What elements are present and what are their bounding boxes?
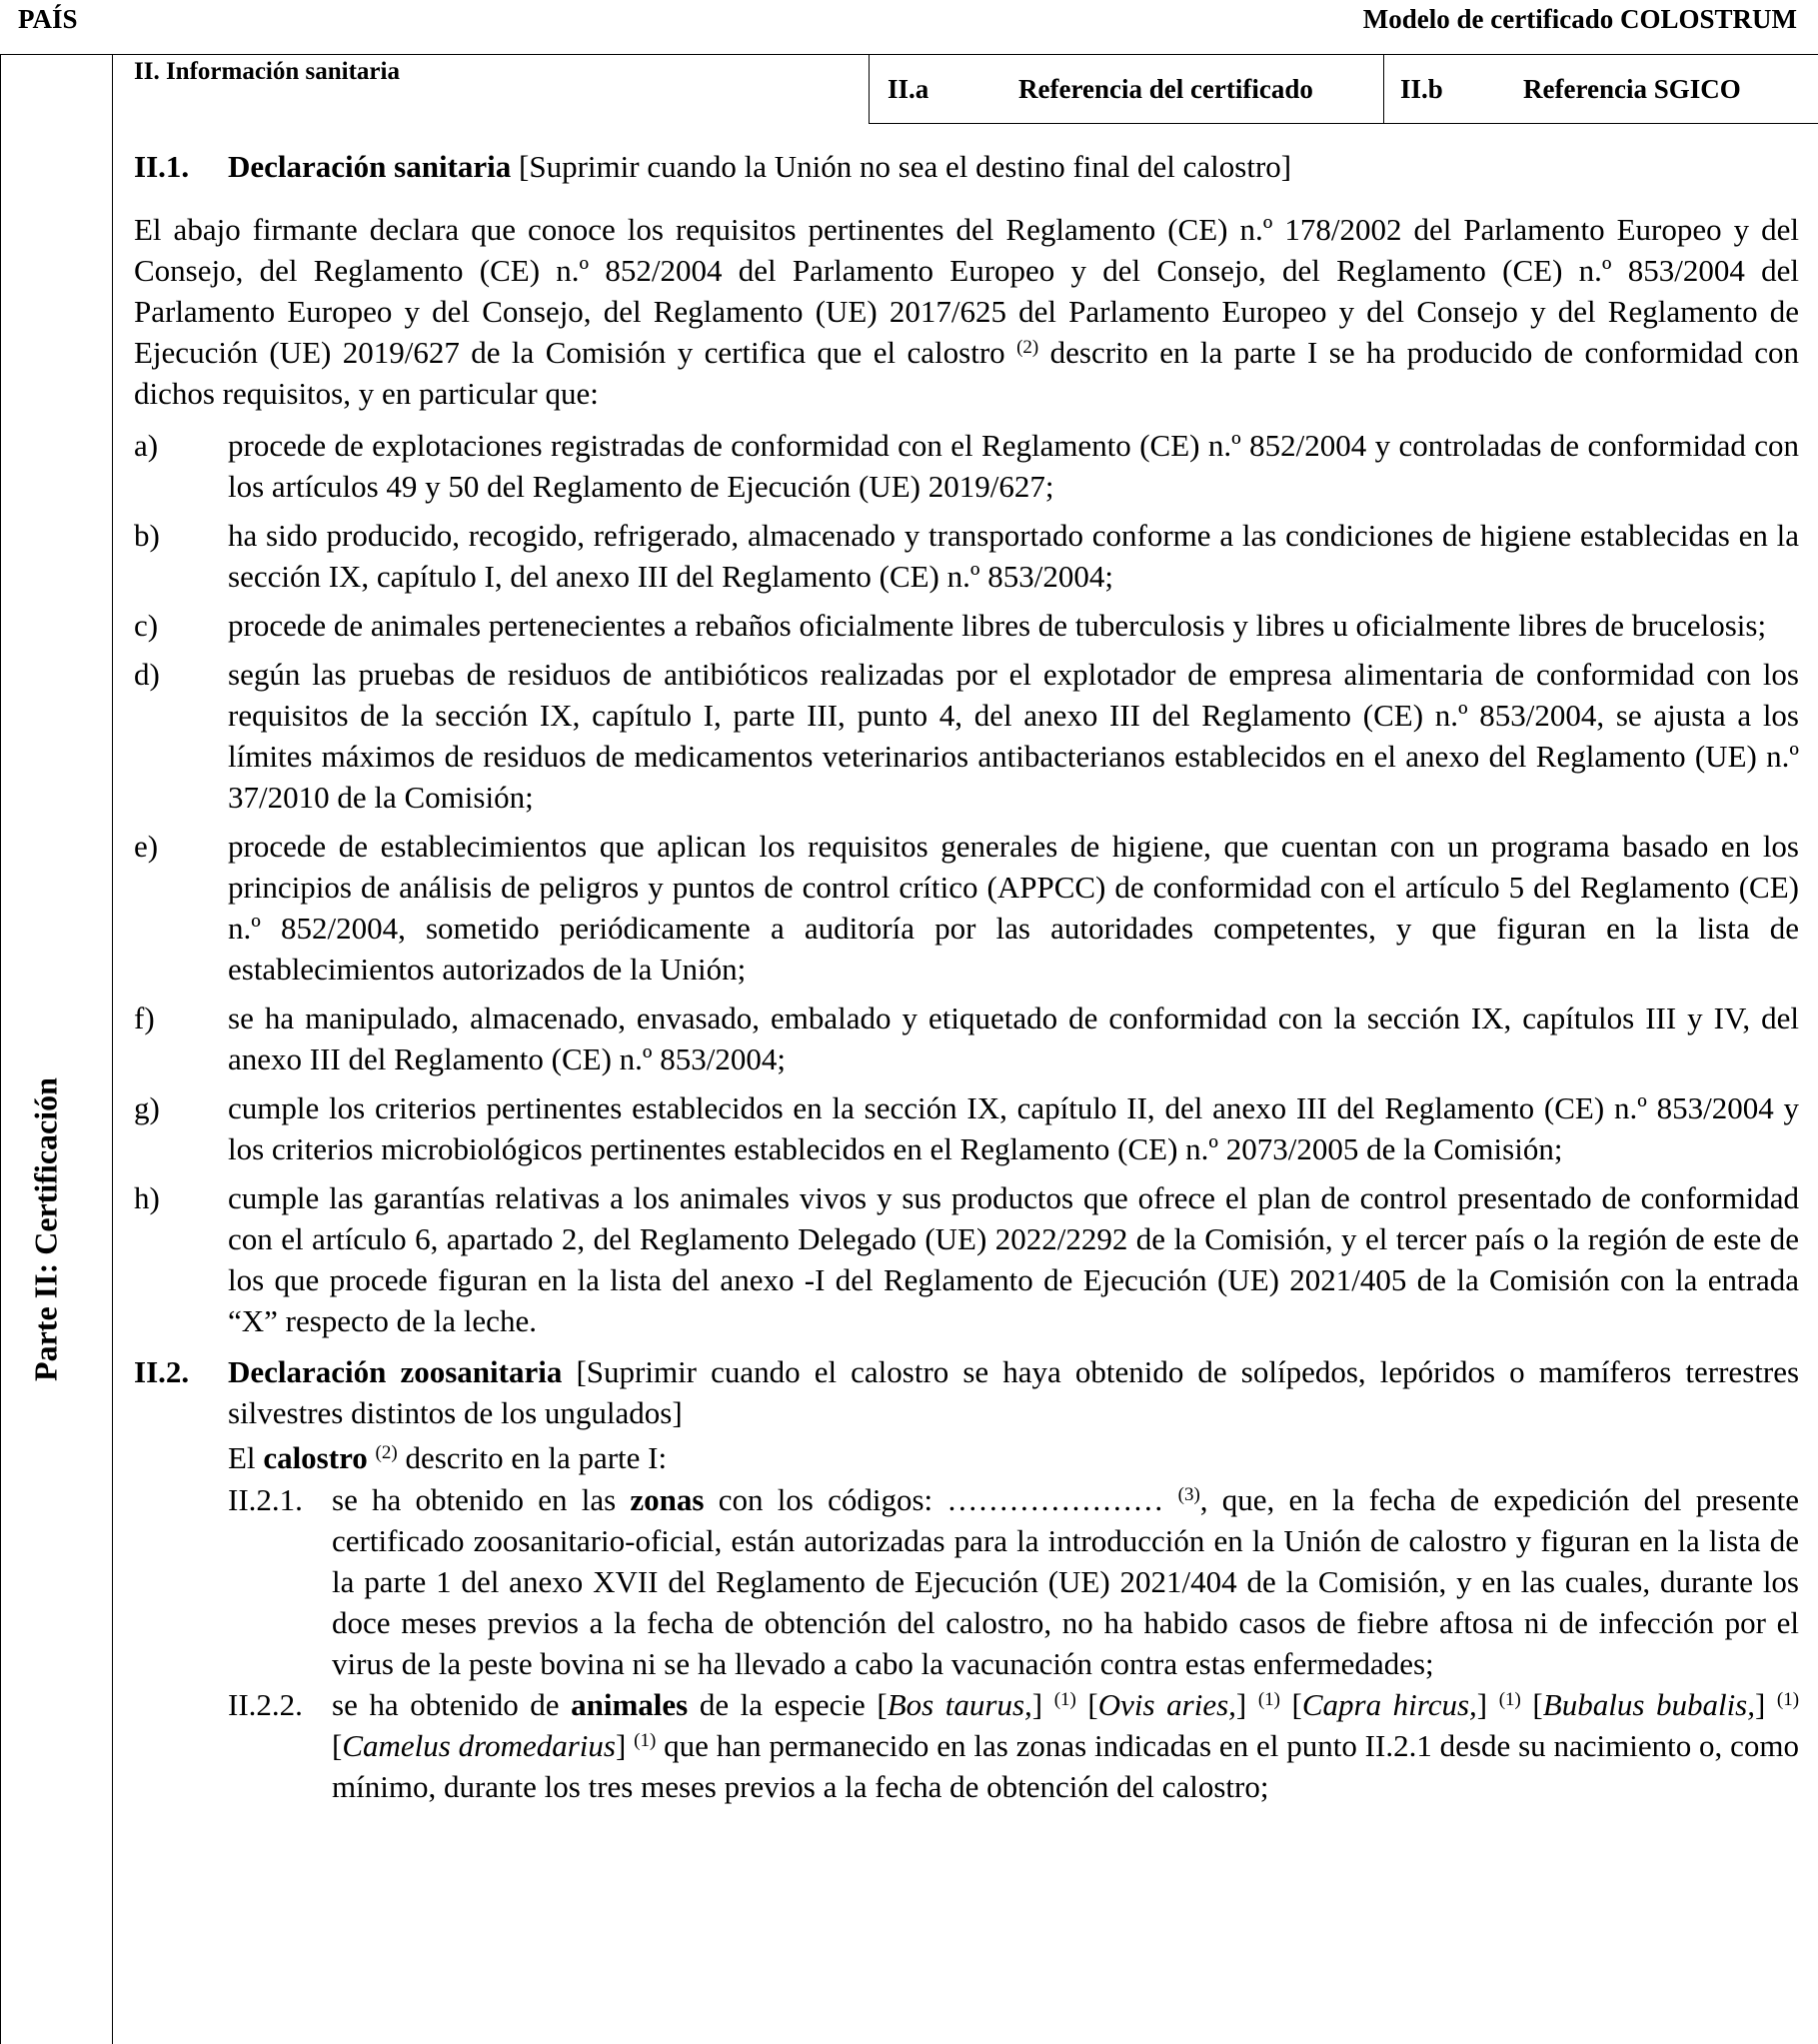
condition-label: g) — [134, 1090, 160, 1125]
condition-label: b) — [134, 518, 160, 553]
section-title: II. Información sanitaria — [134, 58, 400, 85]
country-header: PAÍS — [18, 4, 78, 34]
condition-text: cumple los criterios pertinentes establecidos en la sección IX, capítulo II, del anexo III del Reglamento (CE) n.º 853/2004 y los criterios microbiológicos pertinentes establecidos en el Reglamento (CE) n.º 2073/2005 de la Comisión; — [228, 1090, 1799, 1166]
condition-item — [134, 515, 1799, 597]
certificate-model-header: Modelo de certificado COLOSTRUM — [1362, 4, 1797, 34]
section-note: [Suprimir cuando la Unión no sea el destino final del calostro] — [519, 149, 1292, 184]
reference-box — [869, 54, 1818, 124]
conditions-list — [134, 425, 1799, 1341]
sgico-reference-label: Referencia SGICO — [1523, 74, 1741, 104]
condition-text: cumple las garantías relativas a los animales vivos y sus productos que ofrece el plan de control presentado de conformidad con el artículo 6, apartado 2, del Reglamento Delegado (UE) 2022/2292 de la Comisión, y el tercer país o la región de este de los que procede figuran en la lista del anexo -I del Reglamento de Ejecución (UE) 2021/405 de la Comisión con la entrada “X” respecto de la leche. — [228, 1180, 1799, 1338]
condition-text: procede de establecimientos que aplican los requisitos generales de higiene, que cuentan con un programa basado en los principios de análisis de peligros y puntos de control crítico (APPCC) de conformidad con el artículo 5 del Reglamento (CE) n.º 852/2004, sometido periódicamente a auditoría por las autoridades competentes, y que figuran en la lista de establecimientos autorizados de la Unión; — [228, 829, 1799, 987]
condition-label: f) — [134, 1001, 155, 1035]
subsection-ii-2-2 — [228, 1684, 1799, 1807]
condition-item — [134, 1087, 1799, 1169]
footnote-ref: (2) — [1016, 337, 1039, 358]
certificate-reference-label: Referencia del certificado — [1018, 74, 1313, 104]
section-note: [Suprimir cuando el calostro se haya obtenido de solípedos, lepóridos o mamíferos terrestres silvestres distintos de los ungulados] — [228, 1354, 1800, 1430]
subsection-ii-2-1 — [228, 1479, 1799, 1684]
condition-text: procede de animales pertenecientes a rebaños oficialmente libres de tuberculosis y libres u oficialmente libres de brucelosis; — [228, 608, 1767, 643]
condition-label: h) — [134, 1180, 160, 1215]
condition-item — [134, 605, 1799, 646]
colostrum-intro: El calostro $^{(2)}$ descrito en la parte I: — [228, 1440, 668, 1475]
condition-label: c) — [134, 608, 159, 643]
condition-label: e) — [134, 829, 159, 864]
ref-a-label: II.a — [888, 74, 929, 104]
condition-item — [134, 826, 1799, 990]
ref-b-label: II.b — [1400, 74, 1443, 104]
condition-text: procede de explotaciones registradas de conformidad con el Reglamento (CE) n.º 852/2004 y controladas de conformidad con los artículos 49 y 50 del Reglamento de Ejecución (UE) 2019/627; — [228, 428, 1799, 504]
section-title: Declaración sanitaria — [228, 149, 512, 184]
condition-text: se ha manipulado, almacenado, envasado, embalado y etiquetado de conformidad con la sección IX, capítulos III y IV, del anexo III del Reglamento (CE) n.º 853/2004; — [228, 1001, 1799, 1076]
condition-item — [134, 425, 1799, 507]
subsection-number: II.2.2. — [228, 1687, 303, 1722]
condition-text: según las pruebas de residuos de antibióticos realizadas por el explotador de empresa alimentaria de conformidad con los requisitos de la sección IX, capítulo I, parte III, punto 4, del anexo III del Reglamento (CE) n.º 853/2004, se ajusta a los límites máximos de residuos de medicamentos veterinarios antibacterianos establecidos en el anexo del Reglamento (UE) n.º 37/2010 de la Comisión; — [228, 657, 1799, 815]
section-ii-1-heading — [134, 146, 1799, 187]
condition-item — [134, 654, 1799, 818]
ref-divider — [1383, 54, 1384, 124]
section-title: Declaración zoosanitaria — [228, 1354, 563, 1389]
subsection-number: II.2.1. — [228, 1482, 303, 1517]
section-number: II.2. — [134, 1354, 190, 1389]
condition-label: d) — [134, 657, 160, 692]
certificate-content — [134, 146, 1799, 1807]
section-ii-2-heading — [134, 1351, 1799, 1807]
condition-item — [134, 998, 1799, 1079]
side-column — [0, 54, 113, 2044]
section-number: II.1. — [134, 149, 190, 184]
condition-item — [134, 1177, 1799, 1341]
subsection-text: se ha obtenido de animales de la especie [Bos taurus,] $^{(1)}$ [Ovis aries,] $^{(1)}$ [Capra hircus,] $^{(1)}$ [Bubalus bubalis,] $^{(1)}$ [Camelus dromedarius] $^{(1)}$ que han permanecido en las zonas indicadas en el punto II.2.1 desde su nacimiento o, como mínimo, durante los tres meses previos a la fecha de obtención del calostro; — [332, 1687, 1800, 1804]
condition-label: a) — [134, 428, 159, 463]
declaration-intro: El abajo firmante declara que conoce los requisitos pertinentes del Reglamento (CE) n.º 178/2002 del Parlamento Europeo y del Consejo, del Reglamento (CE) n.º 852/2004 del Parlamento Europeo y del Consejo, del Reglamento (CE) n.º 853/2004 del Parlamento Europeo y del Consejo, del Reglamento (UE) 2017/625 del Parlamento Europeo y del Consejo y del Reglamento de Ejecución (UE) 2019/627 de la Comisión y certifica que el calostro $^{(2)}$ descrito en la parte I se ha producido de conformidad con dichos requisitos, y en particular que: — [134, 212, 1800, 411]
subsection-text: se ha obtenido en las zonas con los códigos: ………………… $^{(3)}$, que, en la fecha de expedición del presente certificado zoosanitario-oficial, están autorizadas para la introducción en la Unión de calostro y figuran en la lista de la parte 1 del anexo XVII del Reglamento de Ejecución (UE) 2021/404 de la Comisión, y en las cuales, durante los doce meses previos a la fecha de obtención del calostro, no ha habido casos de fiebre aftosa ni de infección por el virus de la peste bovina ni se ha llevado a cabo la vacunación contra estas enfermedades; — [332, 1482, 1800, 1681]
condition-text: ha sido producido, recogido, refrigerado, almacenado y transportado conforme a las condiciones de higiene establecidas en la sección IX, capítulo I, del anexo III del Reglamento (CE) n.º 853/2004; — [228, 518, 1799, 594]
